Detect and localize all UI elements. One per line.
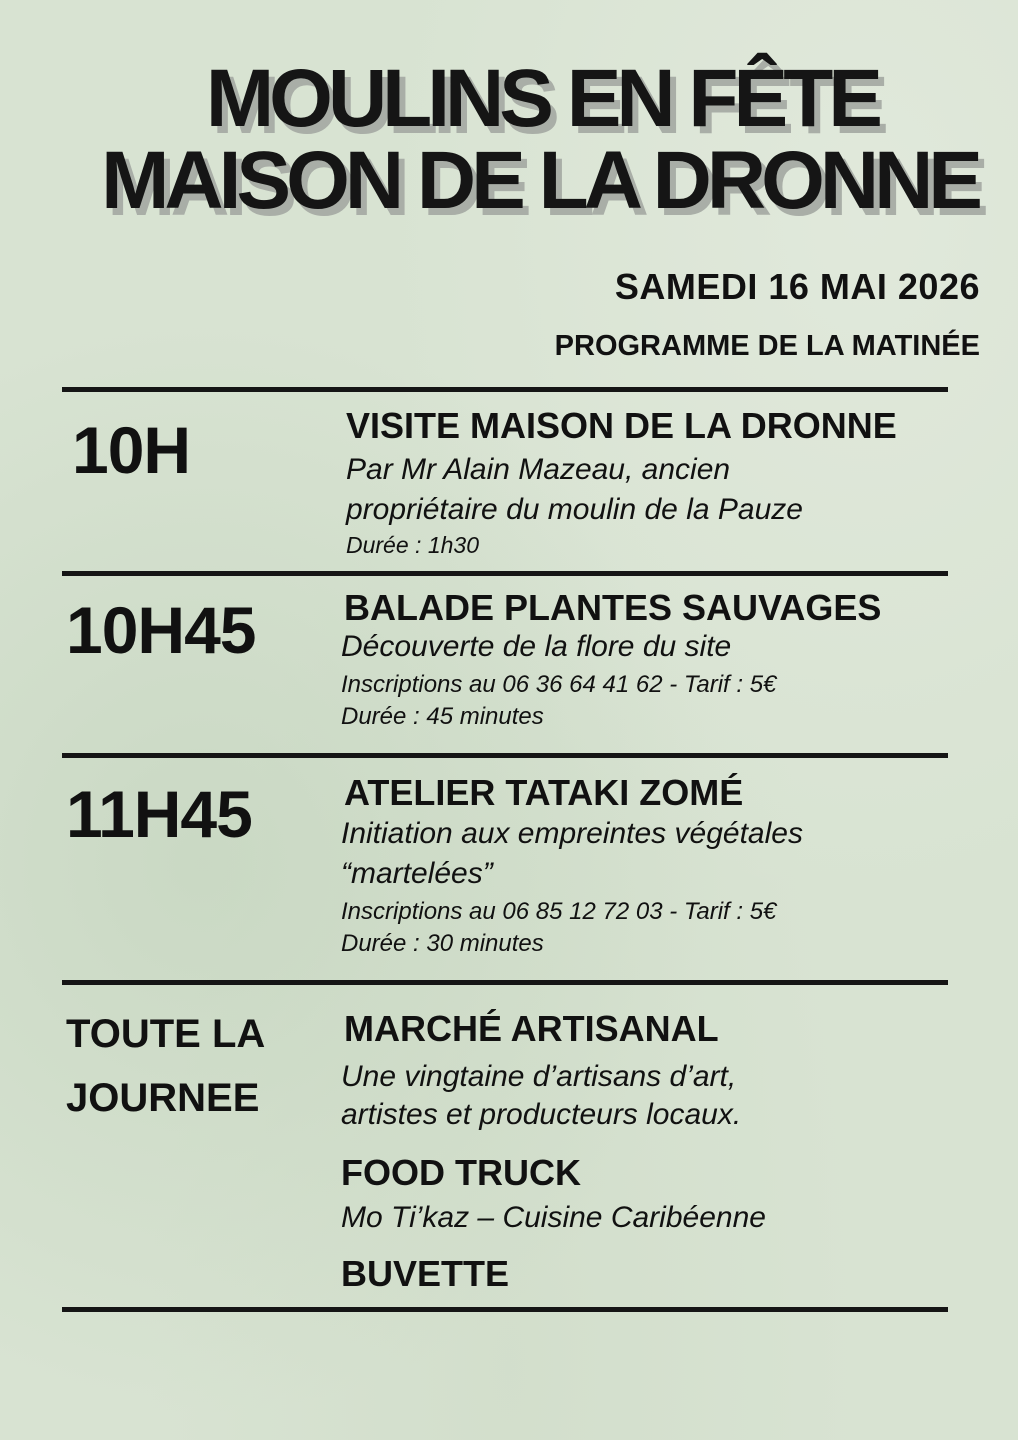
divider [62, 387, 948, 392]
event-time: 11H45 [66, 777, 252, 851]
event-title: BALADE PLANTES SAUVAGES [344, 587, 882, 628]
divider [62, 753, 948, 758]
market-description: Une vingtaine d’artisans d’art, [341, 1060, 737, 1093]
event-description: Par Mr Alain Mazeau, ancien [346, 453, 731, 486]
bar-title: BUVETTE [341, 1253, 510, 1294]
title-line-2: MAISON DE LA DRONNE [101, 135, 978, 226]
all-day-label: JOURNEE [66, 1076, 260, 1120]
event-time: 10H45 [66, 593, 256, 667]
event-title: VISITE MAISON DE LA DRONNE [346, 405, 897, 446]
market-description: artistes et producteurs locaux. [341, 1098, 742, 1131]
food-truck-title: FOOD TRUCK [341, 1152, 581, 1193]
event-description: Découverte de la flore du site [341, 630, 732, 663]
title-line-1: MOULINS EN FÊTE [205, 53, 878, 144]
all-day-label: TOUTE LA [66, 1012, 266, 1056]
divider [62, 980, 948, 985]
event-registration: Inscriptions au 06 36 64 41 62 - Tarif : 5€ [341, 671, 777, 698]
event-duration: Durée : 30 minutes [341, 930, 544, 957]
event-duration: Durée : 1h30 [346, 532, 479, 558]
event-description: “martelées” [341, 857, 493, 890]
food-truck-description: Mo Ti’kaz – Cuisine Caribéenne [341, 1201, 766, 1234]
event-date: SAMEDI 16 MAI 2026 [614, 266, 980, 307]
event-duration: Durée : 45 minutes [341, 703, 544, 730]
event-time: 10H [72, 413, 191, 487]
event-description: propriétaire du moulin de la Pauze [346, 493, 803, 526]
event-title: ATELIER TATAKI ZOMÉ [344, 772, 744, 813]
event-description: Initiation aux empreintes végétales [341, 817, 803, 850]
divider [62, 571, 948, 576]
market-title: MARCHÉ ARTISANAL [344, 1008, 719, 1049]
divider [62, 1307, 948, 1312]
event-registration: Inscriptions au 06 85 12 72 03 - Tarif : 5€ [341, 898, 777, 925]
program-subtitle: PROGRAMME DE LA MATINÉE [554, 330, 980, 362]
